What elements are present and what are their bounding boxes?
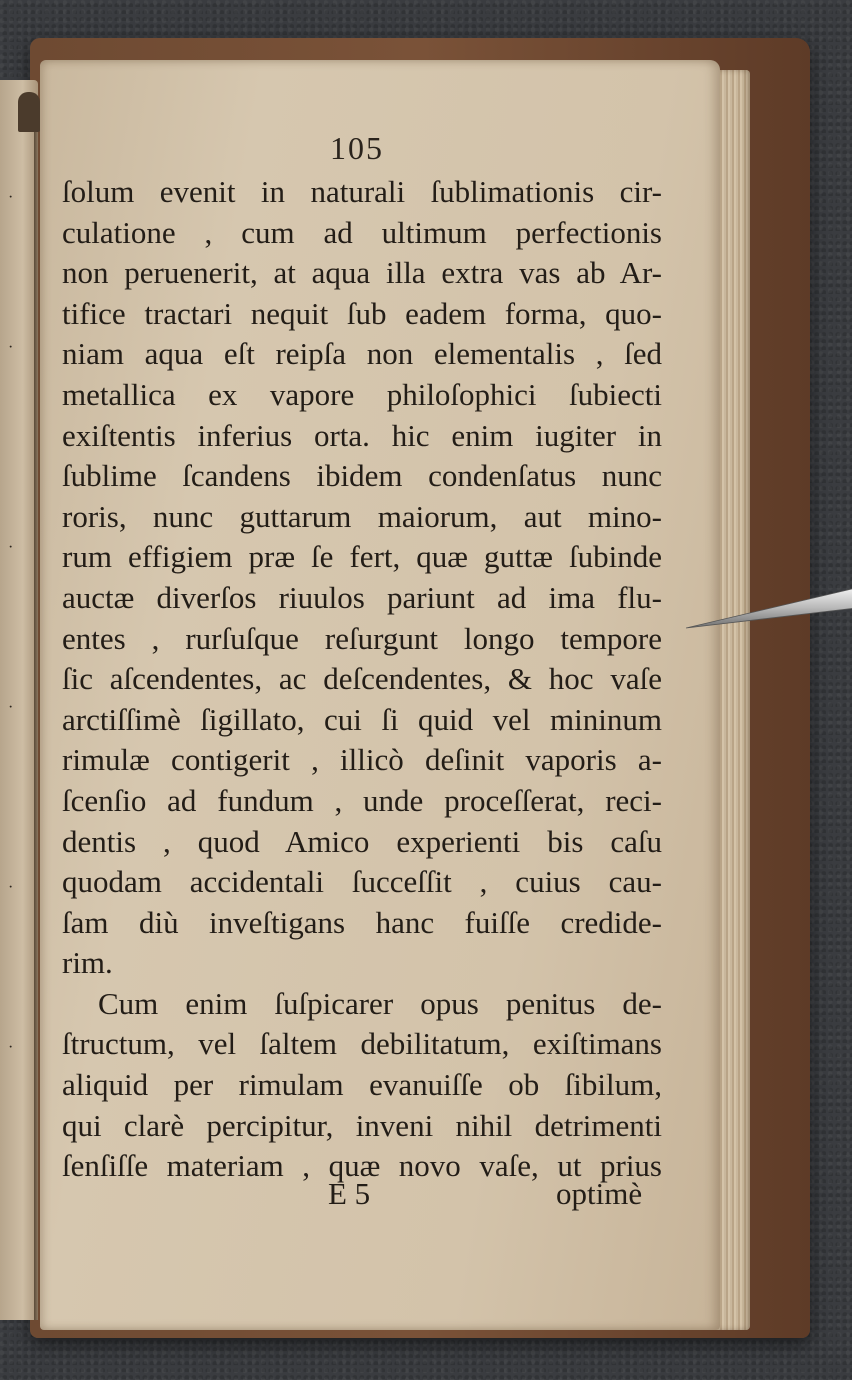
signature-mark: E 5 — [328, 1176, 371, 1211]
pointer-needle — [686, 586, 852, 630]
bookmark-ribbon — [18, 92, 40, 132]
text-line: qui clarè percipitur, inveni nihil detrimenti — [62, 1107, 662, 1143]
margin-mark: · — [8, 1039, 14, 1056]
text-line: ſcenſio ad fundum , unde proceſſerat, reci- — [62, 782, 662, 818]
text-line: niam aqua eſt reipſa non elementalis , ſed — [62, 336, 662, 372]
text-line: ſolum evenit in naturali ſublimationis cir- — [62, 174, 662, 209]
text-line: roris, nunc guttarum maiorum, aut mino- — [62, 498, 662, 534]
text-line: metallica ex vapore philoſophici ſubiecti — [62, 376, 662, 412]
margin-mark: · — [8, 879, 14, 896]
body-text — [62, 172, 662, 1187]
text-line: ſic aſcendentes, ac deſcendentes, & hoc vaſe — [62, 661, 662, 697]
text-line: exiſtentis inferius orta. hic enim iugiter in — [62, 417, 662, 453]
text-line: arctiſſimè ſigillato, cui ſi quid vel mininum — [62, 701, 662, 737]
text-line: culatione , cum ad ultimum perfectionis — [62, 214, 662, 250]
text-line: quodam accidentali ſucceſſit , cuius cau- — [62, 864, 662, 900]
text-line: rum effigiem præ ſe fert, quæ guttæ ſubinde — [62, 539, 662, 575]
margin-mark: · — [8, 539, 14, 556]
text-line: dentis , quod Amico experienti bis caſu — [62, 823, 662, 859]
text-line: rimulæ contigerit , illicò deſinit vaporis a- — [62, 742, 662, 778]
text-line: Cum enim ſuſpicarer opus penitus de- — [98, 985, 662, 1021]
margin-mark: · — [8, 339, 14, 356]
text-line: entes , rurſuſque reſurgunt longo tempore — [62, 620, 662, 656]
margin-mark: · — [8, 699, 14, 716]
text-line: auctæ diverſos riuulos pariunt ad ima flu- — [62, 579, 662, 615]
text-line: ſublime ſcandens ibidem condenſatus nunc — [62, 458, 662, 494]
catchword: optimè — [556, 1176, 643, 1211]
text-line: ſtructum, vel ſaltem debilitatum, exiſtimans — [62, 1026, 662, 1062]
text-line: non peruenerit, at aqua illa extra vas ab Ar- — [62, 255, 662, 291]
gutter — [34, 100, 38, 1320]
margin-mark: · — [8, 189, 14, 206]
text-line: rim. — [62, 945, 113, 981]
page-number: 105 — [330, 130, 384, 166]
text-line: ſenſiſſe materiam , quæ novo vaſe, ut prius — [62, 1148, 662, 1184]
text-line: ſam diù inveſtigans hanc fuiſſe credide- — [62, 904, 662, 940]
text-line: aliquid per rimulam evanuiſſe ob ſibilum, — [62, 1067, 662, 1103]
facing-page-edge — [0, 80, 38, 1320]
text-line: tifice tractari nequit ſub eadem forma, quo- — [62, 295, 662, 331]
